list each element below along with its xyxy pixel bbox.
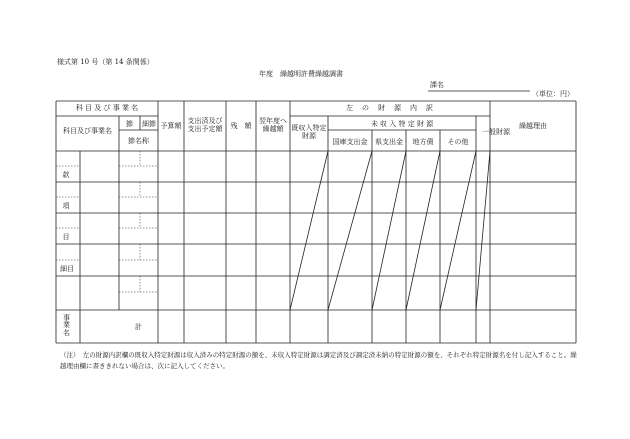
row-label-saimoku: 細目 <box>60 265 74 273</box>
header-other: その他 <box>447 138 469 146</box>
header-category-name: 科目及び事業名 <box>63 127 112 135</box>
total-row-sum: 計 <box>135 323 142 331</box>
total-row-label: 事業名 <box>63 314 70 337</box>
form-number: 様式第 10 号（第 14 条関係） <box>57 58 154 66</box>
page-title: 年度 繰越明許費繰越調書 <box>259 70 343 78</box>
header-budget: 予算額 <box>160 122 182 130</box>
header-bonds: 地方債 <box>412 138 434 146</box>
unit-label: （単位：円） <box>532 90 574 98</box>
header-carryover: 翌年度へ繰越額 <box>259 117 287 134</box>
header-unreceived: 未 収 入 特 定 財 源 <box>370 120 434 128</box>
header-section: 節 <box>126 120 133 128</box>
header-prefectural: 県支出金 <box>375 138 403 146</box>
department-label: 課名 <box>430 81 444 89</box>
header-sources: 左 の 財 源 内 訳 <box>346 104 434 112</box>
header-expended: 支出済及び支出予定額 <box>187 117 223 134</box>
header-category: 科 目 及 び 事 業 名 <box>75 104 139 112</box>
header-subsection: 細節 <box>142 120 156 128</box>
header-national: 国庫支出金 <box>332 138 368 146</box>
header-remaining: 残 額 <box>230 122 252 130</box>
footnote: （注） 左の財源内訳欄の既収入特定財源は収入済みの特定財源の額を、未収入特定財源は調定済及び調定済未納の特定財源の額を、それぞれ特定財源名を付し記入すること。繰越理由欄に書ききれない場合は、次に記入してください。 <box>60 351 577 370</box>
header-reason: 繰越理由 <box>519 122 547 130</box>
header-received: 既収入特定財源 <box>291 124 327 141</box>
row-label-kou: 項 <box>62 202 70 210</box>
header-section-name: 節名称 <box>128 137 149 145</box>
row-label-kan: 款 <box>62 171 70 179</box>
header-general: 一般財源 <box>482 128 510 136</box>
row-label-moku: 目 <box>62 233 70 241</box>
